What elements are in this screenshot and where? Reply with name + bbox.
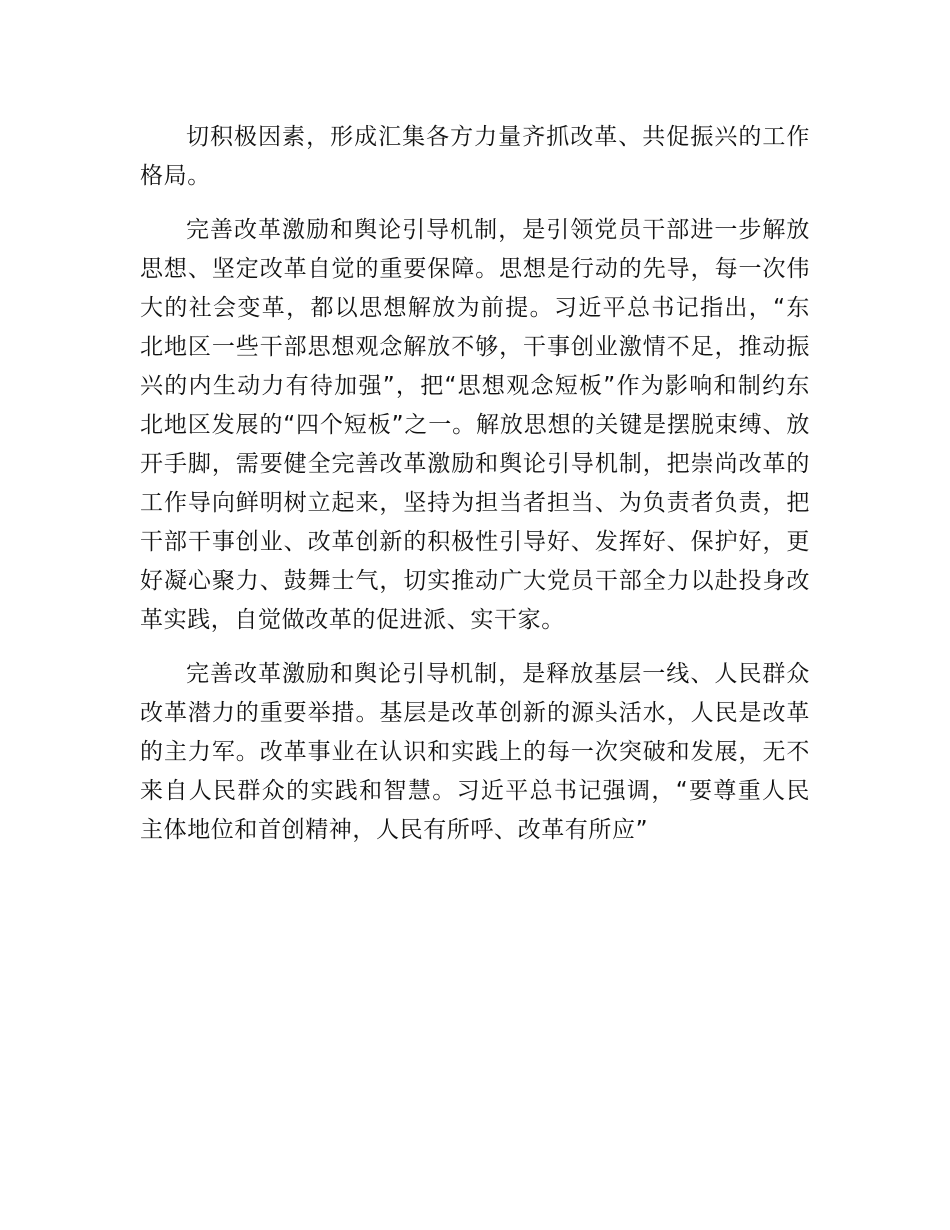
document-body	[140, 118, 810, 865]
paragraph-1: 切积极因素，形成汇集各方力量齐抓改革、共促振兴的工作格局。	[140, 124, 810, 189]
paragraph-3: 完善改革激励和舆论引导机制，是释放基层一线、人民群众改革潜力的重要举措。基层是改革创新的源头活水，人民是改革的主力军。改革事业在认识和实践上的每一次突破和发展，无不来自人民群众的实践和智慧。习近平总书记强调，“要尊重人民主体地位和首创精神，人民有所呼、改革有所应”	[140, 661, 810, 843]
paragraph-2: 完善改革激励和舆论引导机制，是引领党员干部进一步解放思想、坚定改革自觉的重要保障。思想是行动的先导，每一次伟大的社会变革，都以思想解放为前提。习近平总书记指出，“东北地区一些干部思想观念解放不够，干事创业激情不足，推动振兴的内生动力有待加强”，把“思想观念短板”作为影响和制约东北地区发展的“四个短板”之一。解放思想的关键是摆脱束缚、放开手脚，需要健全完善改革激励和舆论引导机制，把崇尚改革的工作导向鲜明树立起来，坚持为担当者担当、为负责者负责，把干部干事创业、改革创新的积极性引导好、发挥好、保护好，更好凝心聚力、鼓舞士气，切实推动广大党员干部全力以赴投身改革实践，自觉做改革的促进派、实干家。	[140, 217, 810, 633]
